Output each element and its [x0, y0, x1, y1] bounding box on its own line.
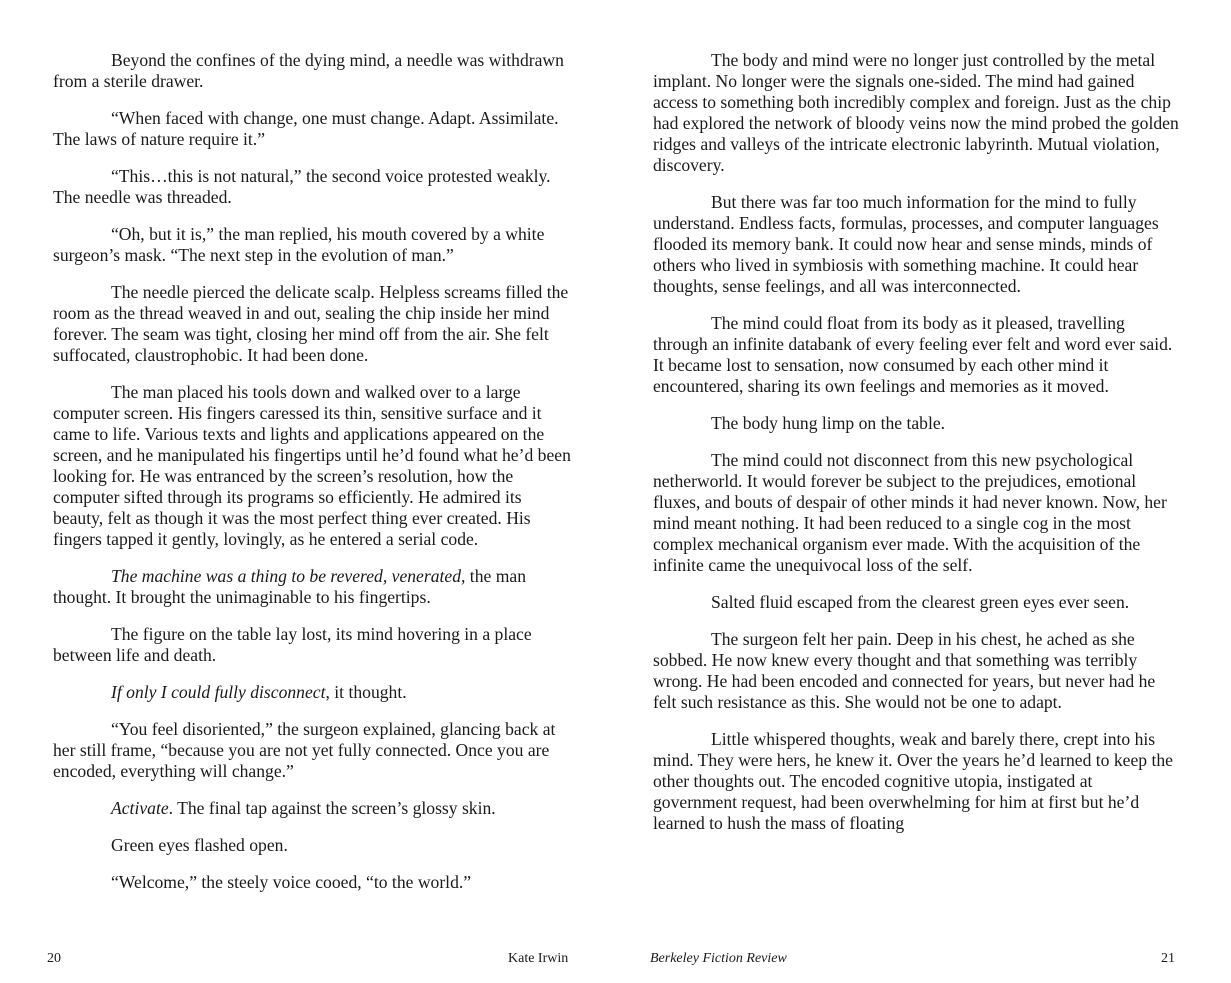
paragraph: If only I could fully disconnect, it thought.	[111, 682, 407, 702]
paragraph: The figure on the table lay lost, its mind hovering in a place between life and death.	[53, 624, 532, 665]
paragraph: Beyond the confines of the dying mind, a needle was withdrawn from a sterile drawer.	[53, 50, 564, 91]
paragraph: “You feel disoriented,” the surgeon explained, glancing back at her still frame, “because you are not yet fully connected. Once you are encoded, everything will change.”	[53, 719, 556, 781]
paragraph: The surgeon felt her pain. Deep in his chest, he ached as she sobbed. He now knew every thought and that something was terribly wrong. He had been encoded and connected for years, but never had he felt such resistance as this. She would not be one to adapt.	[653, 629, 1156, 712]
italic-text: The machine was a thing to be revered, venerated,	[111, 566, 466, 586]
paragraph: Little whispered thoughts, weak and barely there, crept into his mind. They were hers, he knew it. Over the years he’d learned to keep the other thoughts out. The encoded cognitive utopia, instigated at government request, had been overwhelming for him at first but he’d learned to hush the mass of floating	[653, 729, 1173, 833]
paragraph: Activate. The final tap against the screen’s glossy skin.	[111, 798, 496, 818]
left-page	[53, 50, 575, 930]
paragraph: The body and mind were no longer just controlled by the metal implant. No longer were the signals one-sided. The mind had gained access to something both incredibly complex and foreign. Just as the chip had explored the network of bloody veins now the mind probed the golden ridges and valleys of the intricate electronic labyrinth. Mutual violation, discovery.	[653, 50, 1179, 175]
paragraph: The mind could float from its body as it pleased, travelling through an infinite databank of every feeling ever felt and word ever said. It became lost to sensation, now consumed by each other mind it encountered, sharing its own feelings and memories as it moved.	[653, 313, 1173, 396]
paragraph: The machine was a thing to be revered, venerated, the man thought. It brought the unimaginable to his fingertips.	[53, 566, 526, 607]
paragraph: “Oh, but it is,” the man replied, his mouth covered by a white surgeon’s mask. “The next step in the evolution of man.”	[53, 224, 545, 265]
paragraph: “When faced with change, one must change. Adapt. Assimilate. The laws of nature require it.”	[53, 108, 559, 149]
journal-title: Berkeley Fiction Review	[650, 951, 787, 966]
paragraph: But there was far too much information for the mind to fully understand. Endless facts, formulas, processes, and computer languages flooded its memory bank. It could now hear and sense minds, minds of others who lived in symbiosis with something machine. It could hear thoughts, sense feelings, and all was interconnected.	[653, 192, 1159, 296]
italic-text: Activate	[111, 798, 169, 818]
right-page-number: 21	[1161, 951, 1175, 966]
paragraph: Salted fluid escaped from the clearest green eyes ever seen.	[711, 592, 1130, 612]
paragraph: The man placed his tools down and walked over to a large computer screen. His fingers caressed its thin, sensitive surface and it came to life. Various texts and lights and applications appeared on the screen, and he manipulated his fingertips until he’d found what he’d been looking for. He was entranced by the screen’s resolution, how the computer sifted through its programs so efficiently. He admired its beauty, felt as though it was the most perfect thing ever created. His fingers tapped it gently, lovingly, as he entered a serial code.	[53, 382, 571, 549]
right-page	[653, 50, 1179, 930]
paragraph: The needle pierced the delicate scalp. Helpless screams filled the room as the thread weaved in and out, sealing the chip inside her mind forever. The seam was tight, closing her mind off from the air. She felt suffocated, claustrophobic. It had been done.	[53, 282, 569, 365]
paragraph: The body hung limp on the table.	[711, 413, 946, 433]
left-page-number: 20	[47, 951, 61, 966]
paragraph: The mind could not disconnect from this new psychological netherworld. It would forever be subject to the prejudices, emotional fluxes, and bouts of despair of other minds it had never known. Now, her mind meant nothing. It had been reduced to a single cog in the most complex mechanical organism ever made. With the acquisition of the infinite came the unequivocal loss of the self.	[653, 450, 1167, 575]
italic-text: If only I could fully disconnect	[111, 682, 326, 702]
paragraph: “Welcome,” the steely voice cooed, “to the world.”	[111, 872, 472, 892]
paragraph: Green eyes flashed open.	[111, 835, 288, 855]
author-name: Kate Irwin	[508, 951, 569, 966]
paragraph: “This…this is not natural,” the second voice protested weakly. The needle was threaded.	[53, 166, 551, 207]
